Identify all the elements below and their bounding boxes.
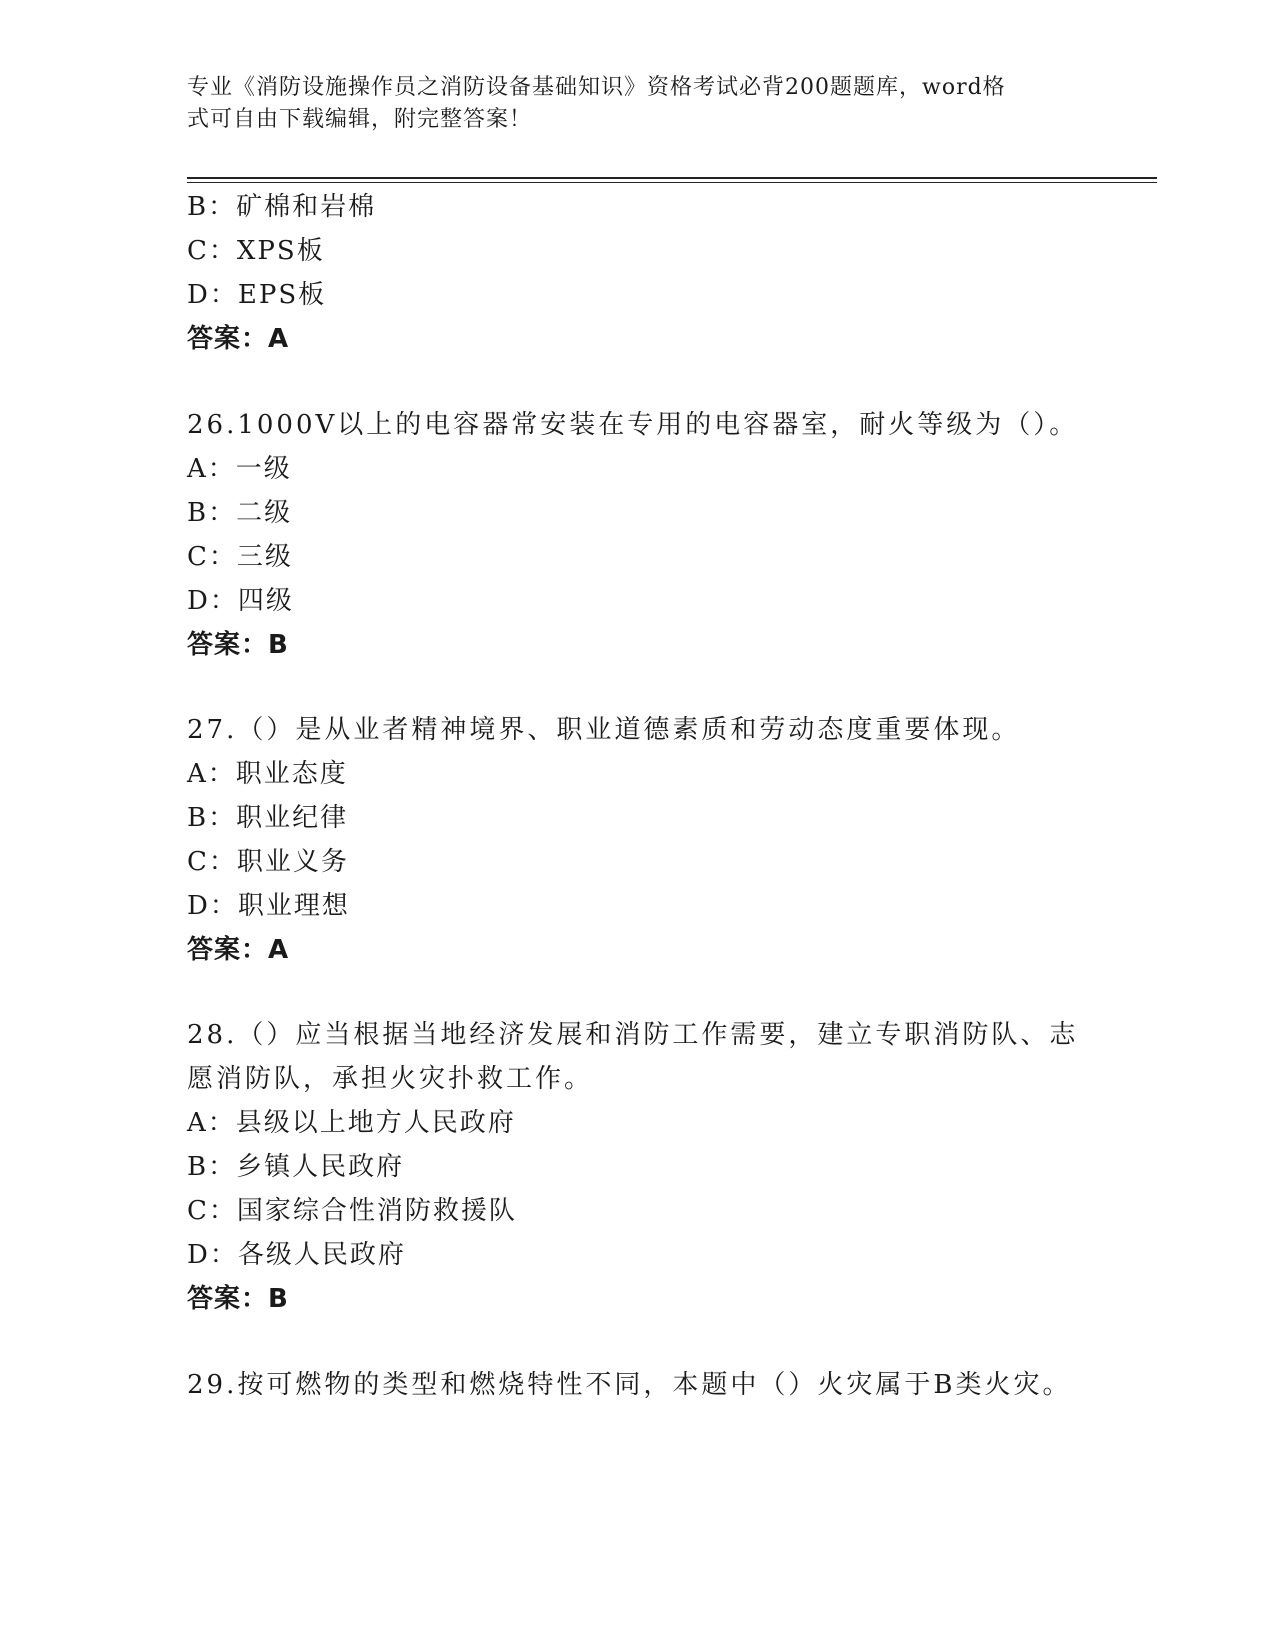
q27-stem: 27.（）是从业者精神境界、职业道德素质和劳动态度重要体现。 xyxy=(187,715,1021,745)
q27-option-c: C：职业义务 xyxy=(187,847,349,877)
q28-option-a: A：县级以上地方人民政府 xyxy=(187,1108,516,1138)
q26-option-b: B：二级 xyxy=(187,498,293,528)
document-header xyxy=(187,72,1067,136)
q27-option-a: A：职业态度 xyxy=(187,759,348,789)
q28-answer: 答案：B xyxy=(187,1284,289,1314)
q28-option-c: C：国家综合性消防救援队 xyxy=(187,1196,517,1226)
header-divider-thin xyxy=(187,182,1157,183)
q25-option-b: B：矿棉和岩棉 xyxy=(187,192,377,222)
q29-stem: 29.按可燃物的类型和燃烧特性不同，本题中（）火灾属于B类火灾。 xyxy=(187,1370,1072,1400)
q26-option-a: A：一级 xyxy=(187,454,292,484)
q25-option-c: C：XPS板 xyxy=(187,236,325,266)
q25-option-d: D：EPS板 xyxy=(187,280,327,310)
q28-option-d: D：各级人民政府 xyxy=(187,1240,406,1270)
q27-option-b: B：职业纪律 xyxy=(187,803,349,833)
q25-answer: 答案：A xyxy=(187,324,290,354)
q28-option-b: B：乡镇人民政府 xyxy=(187,1152,405,1182)
q27-answer: 答案：A xyxy=(187,935,290,965)
header-line-1: 专业《消防设施操作员之消防设备基础知识》资格考试必背200题题库，word格 xyxy=(187,75,1006,100)
header-line-2: 式可自由下载编辑，附完整答案！ xyxy=(187,107,533,132)
q26-stem: 26.1000V以上的电容器常安装在专用的电容器室，耐火等级为（）。 xyxy=(187,410,1079,440)
q28-stem-line-2: 愿消防队，承担火灾扑救工作。 xyxy=(187,1064,594,1094)
q26-option-c: C：三级 xyxy=(187,542,293,572)
q26-answer: 答案：B xyxy=(187,630,289,660)
q26-option-d: D：四级 xyxy=(187,586,294,616)
header-divider-thick xyxy=(187,177,1157,179)
q27-option-d: D：职业理想 xyxy=(187,891,350,921)
q28-stem-line-1: 28.（）应当根据当地经济发展和消防工作需要，建立专职消防队、志 xyxy=(187,1020,1079,1050)
